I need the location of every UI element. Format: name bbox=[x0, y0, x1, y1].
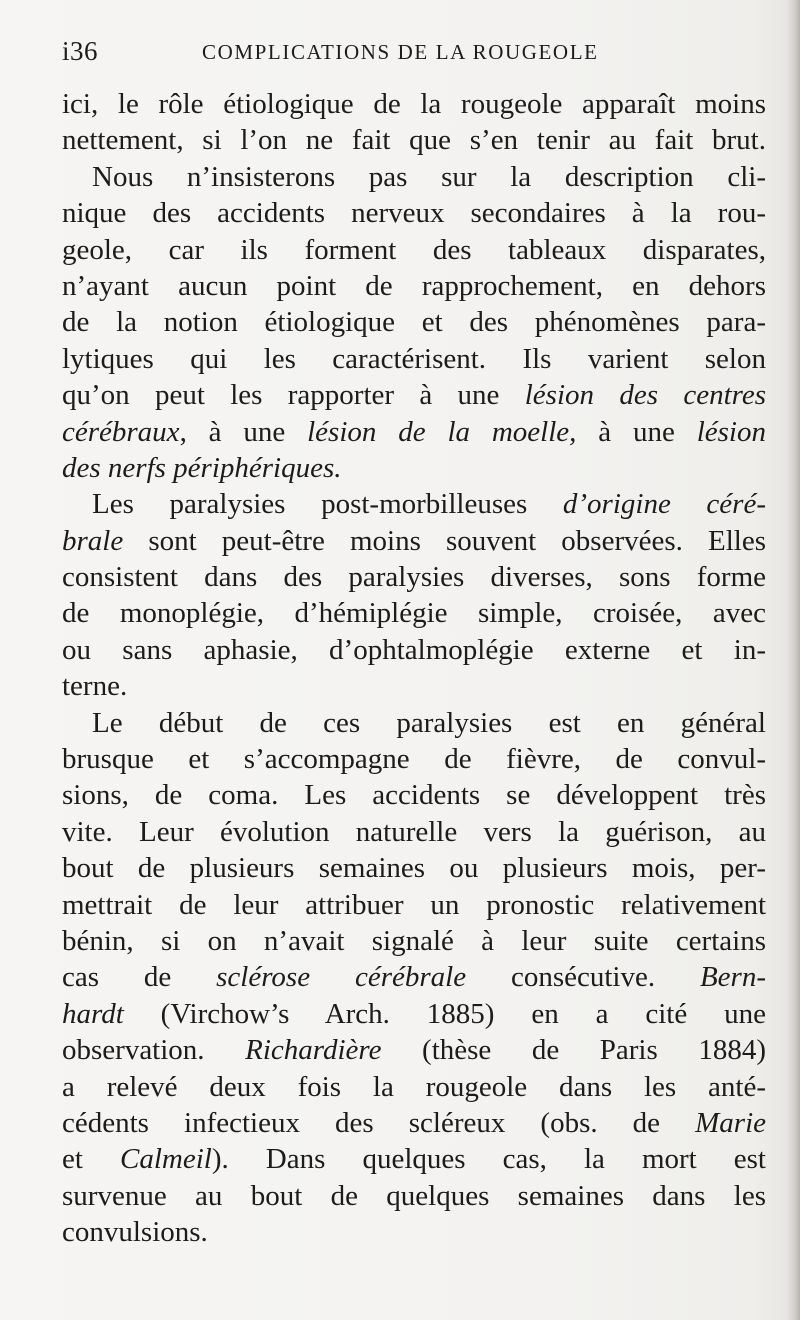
page-edge-shadow bbox=[786, 0, 800, 1320]
text-line bbox=[62, 1105, 766, 1141]
text-segment: cédents infectieux des scléreux (obs. de bbox=[62, 1106, 696, 1139]
text-line bbox=[62, 705, 766, 741]
text-line bbox=[62, 559, 766, 595]
italic-segment: cérébraux bbox=[62, 415, 180, 448]
text-line bbox=[62, 450, 766, 486]
running-head bbox=[62, 36, 762, 76]
text-line bbox=[62, 777, 766, 813]
text-line bbox=[62, 268, 766, 304]
text-segment: brusque et s’accompagne de fièvre, de convul- bbox=[62, 743, 766, 776]
text-segment: terne. bbox=[62, 670, 128, 703]
text-line bbox=[62, 304, 766, 340]
text-segment: sions, de coma. Les accidents se développent très bbox=[62, 779, 766, 812]
text-line bbox=[62, 923, 766, 959]
italic-segment: sclérose cérébrale bbox=[216, 961, 467, 994]
text-segment: (Virchow’s Arch. 1885) en a cité une bbox=[123, 997, 766, 1030]
text-line bbox=[62, 414, 766, 450]
text-line bbox=[62, 996, 766, 1032]
text-segment: vite. Leur évolution naturelle vers la guérison, au bbox=[62, 815, 766, 848]
text-segment: ). Dans quelques cas, la mort est bbox=[211, 1143, 766, 1176]
text-segment: nique des accidents nerveux secondaires à la rou- bbox=[62, 197, 766, 230]
text-line bbox=[62, 632, 766, 668]
text-line bbox=[62, 122, 766, 158]
italic-segment: Marie bbox=[695, 1106, 766, 1139]
text-segment: consécutive. bbox=[466, 961, 700, 994]
text-segment: , à une bbox=[179, 415, 308, 448]
text-segment: sont peut-être moins souvent observées. Elles bbox=[123, 524, 766, 557]
text-line bbox=[62, 523, 766, 559]
text-line bbox=[62, 232, 766, 268]
text-segment: de la notion étiologique et des phénomènes para- bbox=[62, 306, 766, 339]
text-segment: cas de bbox=[62, 961, 217, 994]
text-line bbox=[62, 814, 766, 850]
italic-segment: lésion des centres bbox=[524, 379, 766, 412]
text-segment: bénin, si on n’avait signalé à leur suite certains bbox=[62, 924, 766, 957]
text-line bbox=[62, 195, 766, 231]
italic-segment: hardt bbox=[62, 997, 124, 1030]
text-segment: nettement, si l’on ne fait que s’en tenir au fait brut. bbox=[62, 124, 766, 157]
text-segment: de monoplégie, d’hémiplégie simple, croisée, avec bbox=[62, 597, 766, 630]
text-line bbox=[62, 1069, 766, 1105]
text-segment: convulsions. bbox=[62, 1216, 208, 1249]
text-segment: survenue au bout de quelques semaines dans les bbox=[62, 1179, 766, 1212]
text-segment: ici, le rôle étiologique de la rougeole apparaît moins bbox=[62, 88, 766, 120]
text-line bbox=[62, 668, 766, 704]
page-number: i36 bbox=[62, 36, 99, 66]
text-segment: et bbox=[62, 1143, 120, 1176]
italic-segment: lésion de la moelle, bbox=[307, 415, 577, 448]
italic-segment: Calmeil bbox=[120, 1143, 212, 1176]
text-line bbox=[62, 741, 766, 777]
text-line bbox=[62, 595, 766, 631]
text-segment: a relevé deux fois la rougeole dans les anté- bbox=[62, 1070, 766, 1103]
text-segment: n’ayant aucun point de rapprochement, en dehors bbox=[62, 269, 766, 302]
text-line bbox=[62, 486, 766, 522]
text-line bbox=[62, 959, 766, 995]
italic-segment: d’origine céré- bbox=[562, 488, 766, 521]
text-line bbox=[62, 1141, 766, 1177]
italic-segment: lésion bbox=[696, 415, 766, 448]
text-segment: consistent dans des paralysies diverses, sons forme bbox=[62, 561, 766, 594]
text-line bbox=[62, 377, 766, 413]
text-segment: mettrait de leur attribuer un pronostic relativement bbox=[62, 888, 766, 921]
text-segment: Les paralysies post-morbilleuses bbox=[92, 488, 563, 521]
text-line bbox=[62, 341, 766, 377]
italic-segment: Bern- bbox=[699, 961, 766, 994]
text-segment: geole, car ils forment des tableaux disparates, bbox=[62, 233, 766, 266]
text-line bbox=[62, 887, 766, 923]
text-line bbox=[62, 86, 766, 122]
text-line bbox=[62, 850, 766, 886]
text-segment: Nous n’insisterons pas sur la description cli- bbox=[92, 160, 766, 193]
text-segment: observation. bbox=[62, 1034, 246, 1067]
text-segment: (thèse de Paris 1884) bbox=[381, 1034, 766, 1067]
text-line bbox=[62, 1032, 766, 1068]
text-line bbox=[62, 1178, 766, 1214]
running-title: COMPLICATIONS DE LA ROUGEOLE bbox=[202, 40, 599, 64]
text-line bbox=[62, 1214, 766, 1250]
text-segment: lytiques qui les caractérisent. Ils varient selon bbox=[62, 342, 766, 375]
italic-segment: Richardière bbox=[245, 1034, 382, 1067]
text-segment: ou sans aphasie, d’ophtalmoplégie externe et in- bbox=[62, 633, 766, 666]
text-segment: Le début de ces paralysies est en général bbox=[92, 706, 766, 739]
text-segment: qu’on peut les rapporter à une bbox=[62, 379, 525, 412]
text-segment: bout de plusieurs semaines ou plusieurs mois, per- bbox=[62, 852, 766, 885]
text-line bbox=[62, 159, 766, 195]
text-segment: à une bbox=[576, 415, 697, 448]
italic-segment: des nerfs périphériques. bbox=[62, 451, 342, 484]
body-text bbox=[62, 86, 766, 1251]
italic-segment: brale bbox=[62, 524, 124, 557]
